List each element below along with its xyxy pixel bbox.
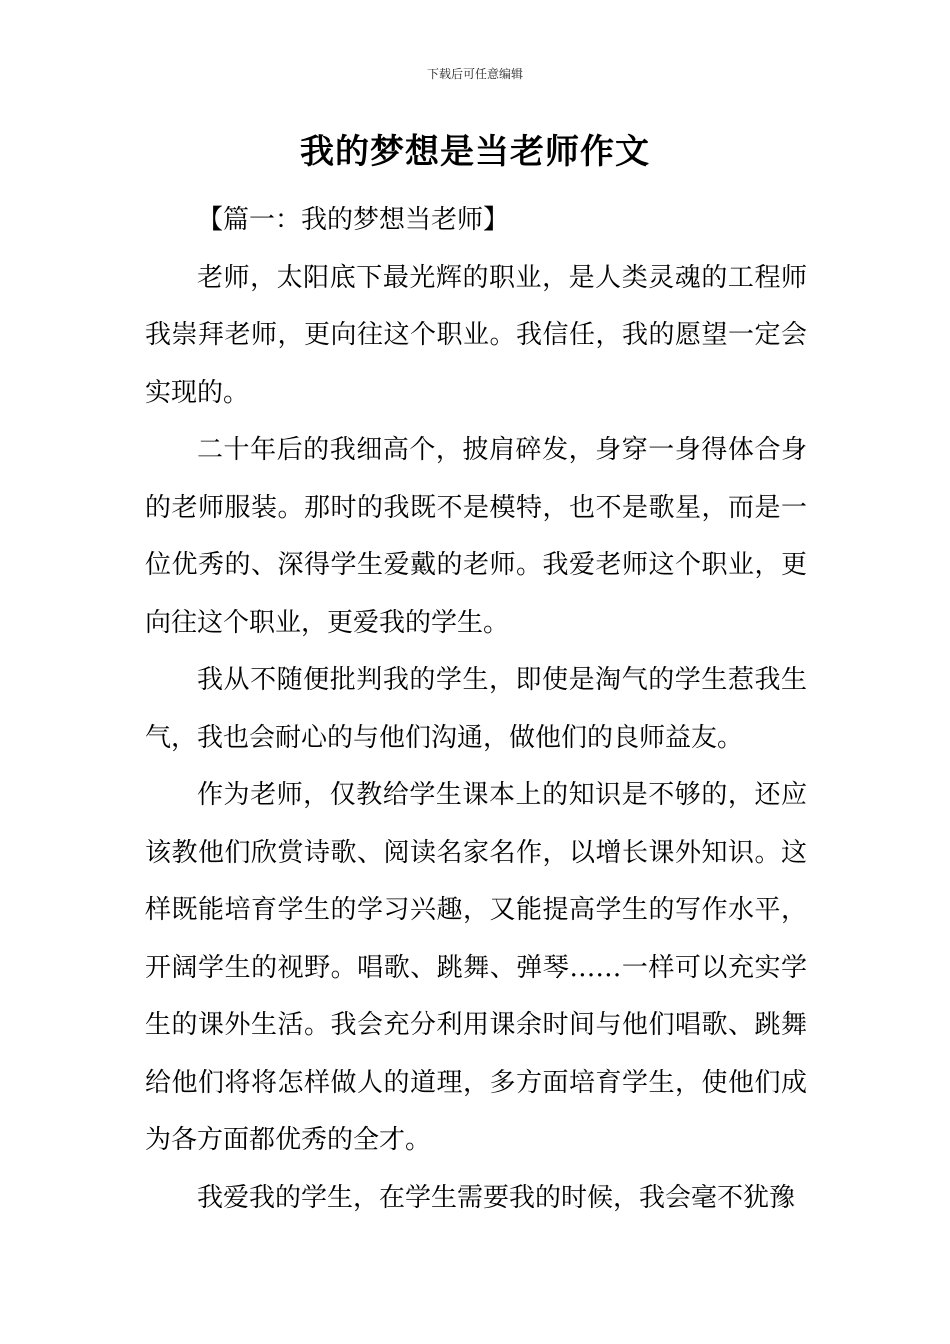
paragraph-4: 作为老师，仅教给学生课本上的知识是不够的，还应该教他们欣赏诗歌、阅读名家名作，以增长课外知识。这样既能培育学生的学习兴趣，又能提高学生的写作水平，开阔学生的视野。唱歌、跳舞、弹琴……一样可以充实学生的课外生活。我会充分利用课余时间与他们唱歌、跳舞给他们将将怎样做人的道理，多方面培育学生，使他们成为各方面都优秀的全才。 (145, 780, 807, 1155)
paragraph-3: 我从不随便批判我的学生，即使是淘气的学生惹我生气，我也会耐心的与他们沟通，做他们的良师益友。 (145, 665, 807, 753)
section-heading: 【篇一：我的梦想当老师】 (197, 205, 510, 235)
paragraph-2: 二十年后的我细高个，披肩碎发，身穿一身得体合身的老师服装。那时的我既不是模特，也不是歌星，而是一位优秀的、深得学生爱戴的老师。我爱老师这个职业，更向往这个职业，更爱我的学生。 (145, 435, 807, 638)
document-body (145, 192, 807, 1227)
paragraph-1: 老师，太阳底下最光辉的职业，是人类灵魂的工程师我崇拜老师，更向往这个职业。我信任，我的愿望一定会实现的。 (145, 262, 807, 408)
paragraph-5: 我爱我的学生，在学生需要我的时候，我会毫不犹豫 (197, 1182, 796, 1213)
document-title: 我的梦想是当老师作文 (300, 132, 650, 172)
header-note: 下载后可任意编辑 (426, 67, 523, 81)
